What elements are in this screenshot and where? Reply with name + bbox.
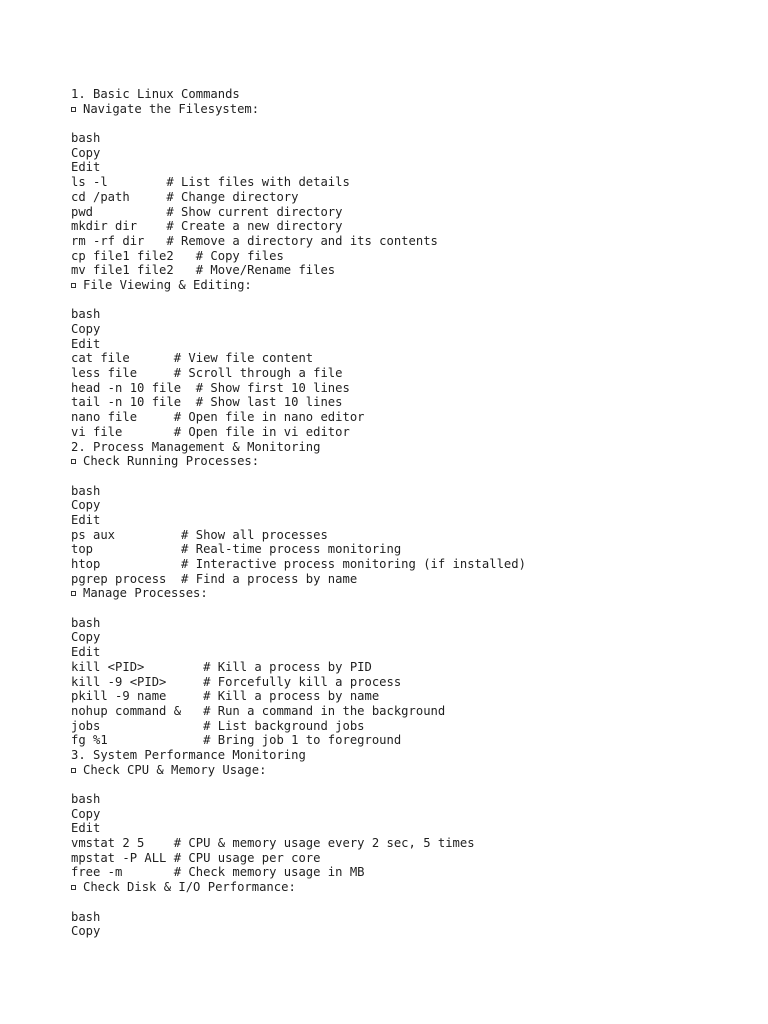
bullet-subheading: [71, 763, 751, 778]
code-line: kill -9 <PID> # Forcefully kill a process: [71, 674, 402, 689]
code-action-label: Edit: [71, 336, 101, 351]
blank-line: [71, 469, 751, 484]
code-language-label: bash: [71, 615, 101, 630]
blank-line: [71, 777, 751, 792]
bullet-subheading: [71, 278, 751, 293]
code-line: nohup command & # Run a command in the background: [71, 703, 446, 718]
bullet-subheading-label: File Viewing & Editing:: [83, 277, 252, 292]
section-heading: 1. Basic Linux Commands: [71, 87, 240, 101]
blank-line: [71, 293, 751, 308]
bullet-subheading-label: Check Disk & I/O Performance:: [83, 880, 296, 895]
blank-line: [71, 895, 751, 910]
code-line: htop # Interactive process monitoring (if installed): [71, 557, 526, 571]
code-action-label: Copy: [71, 630, 101, 645]
blank-line: [71, 601, 751, 616]
code-line: jobs # List background jobs: [71, 718, 365, 733]
code-line: fg %1 # Bring job 1 to foreground: [71, 733, 402, 748]
bullet-subheading: [71, 586, 751, 601]
code-action-label: Edit: [71, 645, 101, 660]
bullet-subheading: [71, 102, 751, 117]
code-line: ps aux # Show all processes: [71, 527, 328, 542]
code-language-label: bash: [71, 483, 101, 498]
code-action-label: Copy: [71, 498, 101, 513]
section-heading: 3. System Performance Monitoring: [71, 747, 306, 762]
square-bullet-icon: [71, 459, 76, 464]
square-bullet-icon: [71, 283, 76, 288]
code-line: free -m # Check memory usage in MB: [71, 865, 365, 880]
code-language-label: bash: [71, 307, 101, 322]
code-line: head -n 10 file # Show first 10 lines: [71, 380, 350, 395]
code-line: vmstat 2 5 # CPU & memory usage every 2 sec, 5 times: [71, 836, 475, 851]
blank-line: [71, 116, 751, 131]
bullet-subheading: [71, 880, 751, 895]
code-language-label: bash: [71, 131, 101, 146]
code-action-label: Copy: [71, 322, 101, 336]
code-action-label: Edit: [71, 512, 101, 527]
code-line: pkill -9 name # Kill a process by name: [71, 689, 380, 704]
code-line: nano file # Open file in nano editor: [71, 410, 365, 425]
code-action-label: Copy: [71, 145, 101, 160]
bullet-subheading-label: Check CPU & Memory Usage:: [83, 762, 267, 777]
square-bullet-icon: [71, 885, 76, 890]
bullet-subheading-label: Manage Processes:: [83, 586, 208, 601]
bullet-subheading: [71, 454, 751, 469]
code-line: tail -n 10 file # Show last 10 lines: [71, 395, 343, 410]
bullet-subheading-label: Navigate the Filesystem:: [83, 101, 260, 116]
section-heading: 2. Process Management & Monitoring: [71, 439, 321, 454]
code-line: cd /path # Change directory: [71, 189, 299, 204]
code-line: less file # Scroll through a file: [71, 366, 343, 381]
code-language-label: bash: [71, 792, 101, 806]
code-line: mkdir dir # Create a new directory: [71, 219, 343, 234]
code-line: rm -rf dir # Remove a directory and its contents: [71, 233, 438, 248]
square-bullet-icon: [71, 107, 76, 112]
document-body: [71, 87, 751, 939]
code-line: kill <PID> # Kill a process by PID: [71, 659, 372, 674]
code-line: mv file1 file2 # Move/Rename files: [71, 263, 336, 278]
code-language-label: bash: [71, 909, 101, 924]
code-action-label: Edit: [71, 160, 101, 175]
code-line: cp file1 file2 # Copy files: [71, 248, 284, 263]
code-line: cat file # View file content: [71, 351, 314, 366]
square-bullet-icon: [71, 591, 76, 596]
code-line: pgrep process # Find a process by name: [71, 571, 358, 586]
bullet-subheading-label: Check Running Processes:: [83, 454, 260, 469]
code-line: pwd # Show current directory: [71, 204, 343, 219]
code-line: top # Real-time process monitoring: [71, 542, 402, 557]
code-action-label: Copy: [71, 924, 101, 939]
code-action-label: Edit: [71, 821, 101, 836]
square-bullet-icon: [71, 768, 76, 773]
code-action-label: Copy: [71, 806, 101, 821]
code-line: ls -l # List files with details: [71, 175, 350, 190]
code-line: vi file # Open file in vi editor: [71, 424, 350, 439]
code-line: mpstat -P ALL # CPU usage per core: [71, 850, 321, 865]
